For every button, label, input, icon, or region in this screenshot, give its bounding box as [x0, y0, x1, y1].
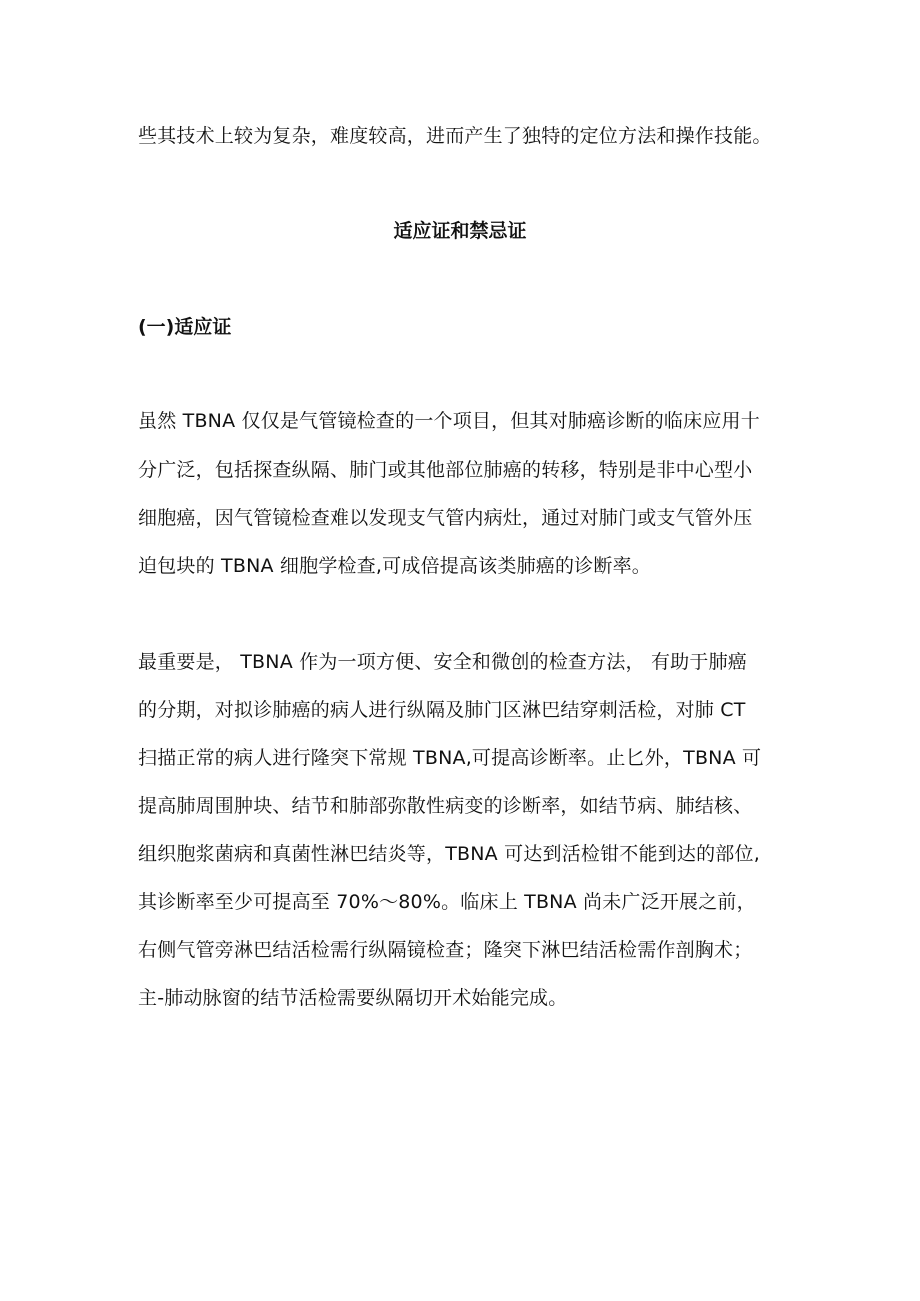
- paragraph-2-line: 主-肺动脉窗的结节活检需要纵隔切开术始能完成。: [138, 987, 568, 1009]
- paragraph-2-line: 扫描正常的病人进行隆突下常规 TBNA,可提高诊断率。止匕外，TBNA 可: [138, 747, 762, 769]
- paragraph-2-line: 右侧气管旁淋巴结活检需行纵隔镜检查；隆突下淋巴结活检需作剖胸术；: [138, 939, 753, 961]
- paragraph-2-line: 组织胞浆菌病和真菌性淋巴结炎等，TBNA 可达到活检钳不能到达的部位,: [138, 843, 760, 865]
- paragraph-2-line: 提高肺周围肿块、结节和肺部弥散性病变的诊断率，如结节病、肺结核、: [138, 795, 753, 817]
- paragraph-1-line: 迫包块的 TBNA 细胞学检查,可成倍提高该类肺癌的诊断率。: [138, 555, 651, 577]
- subheading-indications: (一)适应证: [138, 316, 232, 338]
- paragraph-2-line: 其诊断率至少可提高至 70%～80%。临床上 TBNA 尚未广泛开展之前，: [138, 891, 756, 913]
- intro-line: 些其技术上较为复杂，难度较高，进而产生了独特的定位方法和操作技能。: [138, 125, 772, 147]
- paragraph-2-line: 最重要是， TBNA 作为一项方便、安全和微创的检查方法， 有助于肺癌: [138, 651, 747, 673]
- paragraph-2-line: 的分期，对拟诊肺癌的病人进行纵隔及肺门区淋巴结穿刺活检，对肺 CT: [138, 699, 746, 721]
- paragraph-1-line: 分广泛，包括探查纵隔、肺门或其他部位肺癌的转移，特别是非中心型小: [138, 459, 753, 481]
- paragraph-1-line: 虽然 TBNA 仅仅是气管镜检查的一个项目，但其对肺癌诊断的临床应用十: [138, 410, 760, 432]
- paragraph-1-line: 细胞癌，因气管镜检查难以发现支气管内病灶，通过对肺门或支气管外压: [138, 507, 753, 529]
- section-title: 适应证和禁忌证: [393, 220, 527, 242]
